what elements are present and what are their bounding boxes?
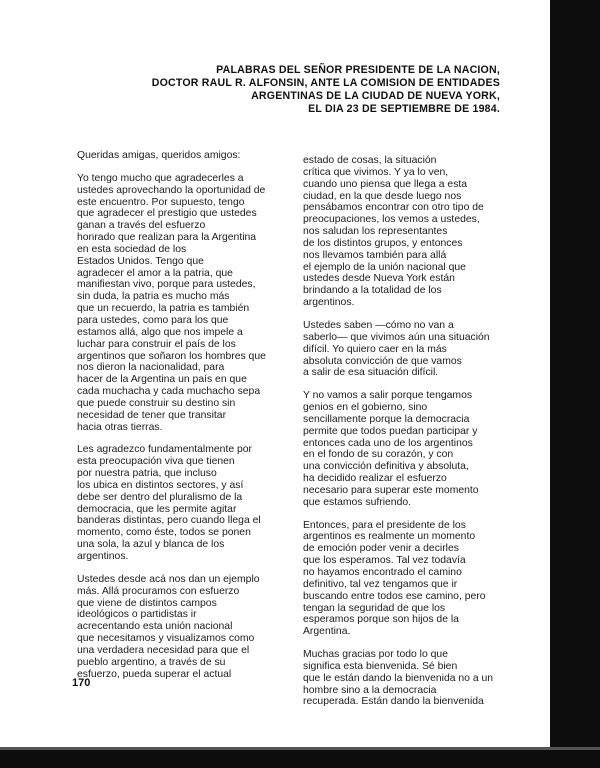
paragraph	[303, 390, 513, 508]
text-line: pensábamos encontrar con otro tipo de	[303, 202, 484, 214]
text-line: que agradecer el prestigio que ustedes	[77, 208, 257, 220]
text-line: una sola, la azul y blanca de los	[77, 539, 225, 551]
text-line: argentinos.	[303, 297, 355, 309]
text-line: Queridas amigas, queridos amigos:	[77, 150, 241, 161]
text-line: nos llevamos también para allá	[303, 249, 447, 261]
text-line: de los distintos grupos, y entonces	[303, 237, 463, 249]
text-line: de emoción poder venir a decirles	[303, 543, 459, 555]
text-line: en esta sociedad de los	[77, 243, 187, 255]
heading-line: EL DIA 23 DE SEPTIEMBRE DE 1984.	[308, 103, 500, 115]
text-line: definitivo, tal vez tengamos que ir	[303, 578, 458, 590]
text-line: ustedes aprovechando la oportunidad de	[77, 184, 266, 196]
text-line: significa esta bienvenida. Sé bien	[303, 660, 458, 672]
text-line: en el fondo de su corazón, y con	[303, 449, 454, 461]
text-line: preocupaciones, los vemos a ustedes,	[303, 214, 480, 226]
paragraph	[77, 574, 289, 681]
text-line: ha decidido realizar el esfuerzo	[303, 473, 447, 485]
text-line: Estados Unidos. Tengo que	[77, 255, 204, 267]
text-line: los ubica en distintos sectores, y así	[77, 479, 244, 491]
text-line: a salir de esa situación difícil.	[303, 367, 439, 379]
text-line: que le están dando la bienvenida no a un	[303, 672, 494, 684]
text-line: sencillamente porque la democracia	[303, 413, 470, 425]
text-line: estado de cosas, la situación	[303, 155, 437, 166]
left-text-column	[77, 150, 289, 691]
text-line: debe ser dentro del pluralismo de la	[77, 491, 243, 503]
scan-border-right	[550, 0, 600, 768]
text-line: Yo tengo mucho que agradecerles a	[77, 172, 244, 184]
text-line: argentinos es realmente un momento	[303, 531, 476, 543]
text-line: este encuentro. Por supuesto, tengo	[77, 196, 245, 208]
text-line: Les agradezco fundamentalmente por	[77, 444, 253, 456]
text-line: esfuerzo, pueda superar el actual	[77, 668, 232, 680]
text-line: pueblo argentino, a través de su	[77, 656, 226, 668]
speech-heading	[150, 64, 500, 116]
text-line: más. Allá procuramos con esfuerzo	[77, 585, 240, 597]
text-line: argentinos.	[77, 551, 129, 562]
paragraph	[303, 320, 513, 379]
text-line: manifiestan vivo, porque para ustedes,	[77, 279, 256, 291]
text-line: tengan la seguridad de que los	[303, 602, 446, 614]
text-line: Muchas gracias por todo lo que	[303, 649, 448, 661]
text-line: absoluta convicción de que vamos	[303, 355, 462, 367]
text-line: entonces cada uno de los argentinos	[303, 437, 473, 449]
text-line: Argentina.	[303, 626, 351, 638]
text-line: recuperada. Están dando la bienvenida	[303, 696, 484, 708]
text-line: por nuestra patria, que incluso	[77, 468, 217, 480]
text-line: democracia, que les permite agitar	[77, 503, 237, 515]
text-line: agradecer el amor a la patria, que	[77, 267, 233, 279]
text-line: ustedes desde Nueva York están	[303, 273, 455, 285]
text-line: acrecentando esta unión nacional	[77, 621, 233, 633]
paragraph	[77, 444, 289, 562]
text-line: que necesitamos y visualizamos como	[77, 633, 255, 645]
text-line: estamos allá, algo que nos impele a	[77, 326, 243, 338]
text-line: brindando a la totalidad de los	[303, 285, 442, 297]
text-line: Y no vamos a salir porque tengamos	[303, 390, 473, 402]
text-line: que estamos sufriendo.	[303, 496, 412, 508]
paragraph	[303, 520, 513, 638]
text-line: una verdadera necesidad para que el	[77, 644, 250, 656]
text-line: nos saludan los representantes	[303, 226, 448, 238]
text-line: esta preocupación viva que tienen	[77, 456, 235, 468]
paragraph	[77, 150, 289, 162]
text-line: Ustedes desde acá nos dan un ejemplo	[77, 573, 260, 585]
text-line: una convicción definitiva y absoluta,	[303, 461, 469, 473]
text-line: esperamos porque son hijos de la	[303, 614, 459, 626]
text-line: sin duda, la patria es mucho más	[77, 291, 230, 303]
text-line: permite que todos puedan participar y	[303, 425, 478, 437]
text-line: el ejemplo de la unión nacional que	[303, 261, 466, 273]
heading-line: DOCTOR RAUL R. ALFONSIN, ANTE LA COMISION DE ENTIDADES	[151, 77, 500, 89]
text-line: necesario para superar este momento	[303, 484, 479, 496]
text-line: Entonces, para el presidente de los	[303, 519, 466, 531]
text-line: ciudad, en la que desde luego nos	[303, 190, 462, 202]
text-line: hacia otras tierras.	[77, 421, 163, 433]
text-line: Ustedes saben —cómo no van a	[303, 319, 454, 331]
heading-line: ARGENTINAS DE LA CIUDAD DE NUEVA YORK,	[251, 90, 500, 102]
text-line: no hayamos encontrado el camino	[303, 567, 462, 578]
text-line: nos dieron la nacionalidad, para	[77, 362, 225, 374]
text-line: que puede construir su destino sin	[77, 397, 236, 409]
text-line: que viene de distintos campos	[77, 597, 217, 609]
paragraph	[303, 155, 513, 309]
text-line: honrado que realizan para la Argentina	[77, 232, 257, 244]
text-line: para ustedes, como para los que	[77, 314, 229, 326]
right-text-column	[303, 155, 513, 719]
text-line: luchar para construir el país de los	[77, 338, 236, 350]
text-line: ganan a través del esfuerzo	[77, 220, 206, 232]
text-line: argentinos que soñaron los hombres que	[77, 350, 266, 362]
text-line: hacer de la Argentina un país en que	[77, 374, 247, 386]
text-line: difícil. Yo quiero caer en la más	[303, 343, 447, 355]
heading-line: PALABRAS DEL SEÑOR PRESIDENTE DE LA NACION,	[216, 64, 500, 76]
scan-border-bottom	[0, 750, 600, 768]
text-line: que los esperamos. Tal vez todavía	[303, 555, 466, 567]
text-line: genios en el gobierno, sino	[303, 402, 428, 414]
paragraph	[77, 173, 289, 434]
text-line: crítica que vivimos. Y ya lo ven,	[303, 166, 449, 178]
text-line: saberlo— que vivimos aún una situación	[303, 331, 490, 343]
text-line: ideológicos o partidistas ir	[77, 609, 197, 621]
text-line: necesidad de tener que transitar	[77, 409, 227, 421]
page-number: 170	[72, 677, 91, 689]
text-line: banderas distintas, pero cuando llega el	[77, 515, 261, 527]
text-line: momento, como éste, todos se ponen	[77, 527, 251, 539]
text-line: cada muchacha y cada muchacho sepa	[77, 386, 261, 398]
text-line: cuando uno piensa que llega a esta	[303, 178, 468, 190]
paragraph	[303, 649, 513, 708]
text-line: buscando entre todos ese camino, pero	[303, 590, 486, 602]
text-line: que un recuerdo, la patria es también	[77, 303, 250, 315]
text-line: hombre sino a la democracia	[303, 684, 437, 696]
